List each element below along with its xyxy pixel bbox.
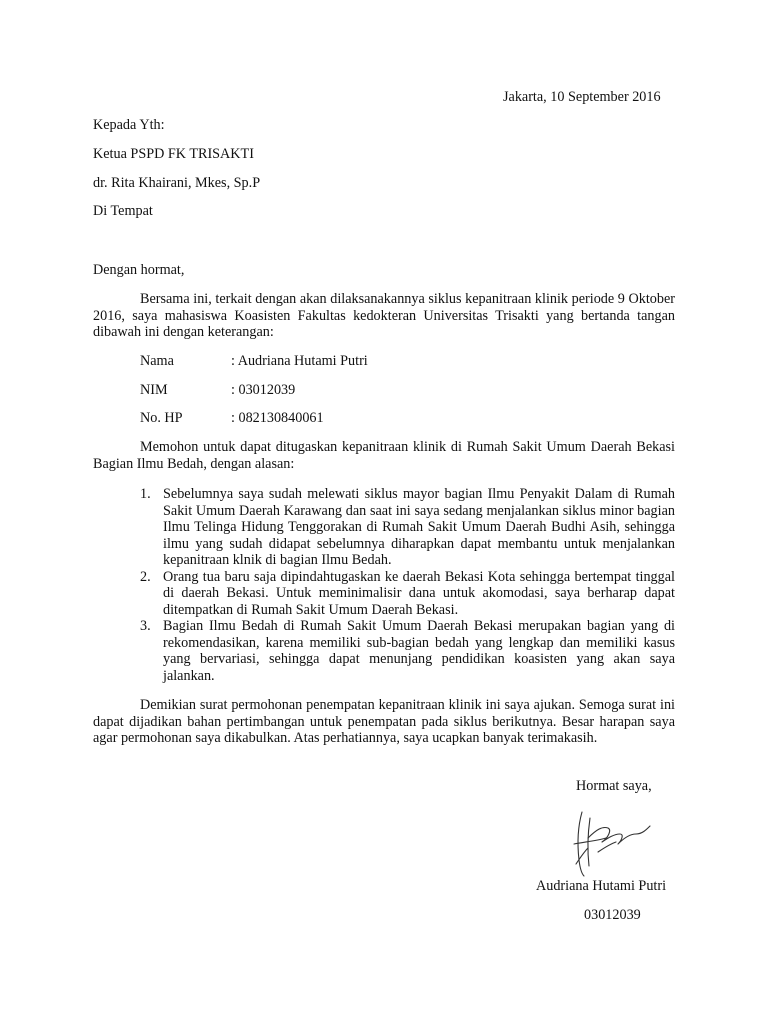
intro-paragraph: Bersama ini, terkait dengan akan dilaksanakannya siklus kepanitraan klinik periode 9 Oktober 2016, saya mahasiswa Koasisten Fakultas kedokteran Universitas Trisakti yang bertanda tangan dibawah ini dengan keterangan: [93, 291, 675, 340]
list-item [140, 569, 675, 619]
recipient-line-1: Ketua PSPD FK TRISAKTI [93, 146, 254, 162]
recipient-line-2: dr. Rita Khairani, Mkes, Sp.P [93, 175, 261, 191]
request-paragraph: Memohon untuk dapat ditugaskan kepanitraan klinik di Rumah Sakit Umum Daerah Bekasi Bagian Ilmu Bedah, dengan alasan: [93, 439, 675, 472]
sign-off: Hormat saya, [576, 778, 652, 794]
reasons-list [140, 486, 675, 684]
recipient-line-3: Di Tempat [93, 203, 153, 219]
closing-paragraph: Demikian surat permohonan penempatan kepanitraan klinik ini saya ajukan. Semoga surat ini dapat dijadikan bahan pertimbangan untuk penempatan pada siklus berikutnya. Besar harapan saya agar permohonan saya dikabulkan. Atas perhatiannya, saya ucapkan banyak terimakasih. [93, 697, 675, 746]
field-label: No. HP [140, 410, 183, 426]
signer-id: 03012039 [584, 907, 641, 923]
date-line: Jakarta, 10 September 2016 [503, 89, 661, 105]
list-text: Bagian Ilmu Bedah di Rumah Sakit Umum Daerah Bekasi merupakan bagian yang di rekomendasikan, karena memiliki sub-bagian bedah yang lengkap dan memiliki kasus yang bervariasi, sehingga dapat menunjang pendidikan koasisten yang akan saya jalankan. [163, 618, 675, 684]
field-label: NIM [140, 382, 168, 398]
signer-name: Audriana Hutami Putri [536, 878, 667, 894]
signature-icon [568, 808, 652, 878]
salutation: Dengan hormat, [93, 262, 185, 278]
field-value: : Audriana Hutami Putri [231, 353, 368, 369]
list-item [140, 618, 675, 684]
list-number: 1. [140, 486, 151, 502]
list-text: Sebelumnya saya sudah melewati siklus mayor bagian Ilmu Penyakit Dalam di Rumah Sakit Umum Daerah Karawang dan saat ini saya sedang menjalankan siklus minor bagian Ilmu Telinga Hidung Tenggorakan di Rumah Sakit Umum Daerah Budhi Asih, sehingga ilmu yang sudah didapat sebelumnya diharapkan dapat membantu untuk menjalankan kepanitraan klnik di bagian Ilmu Bedah. [163, 486, 675, 568]
list-number: 3. [140, 618, 151, 634]
field-value: : 082130840061 [231, 410, 324, 426]
list-number: 2. [140, 568, 151, 585]
list-text: Orang tua baru saja dipindahtugaskan ke daerah Bekasi Kota sehingga bertempat tinggal di daerah Bekasi. Untuk meminimalisir dana untuk akomodasi, saya berharap dapat ditempatkan di Rumah Sakit Umum Daerah Bekasi. [163, 568, 675, 618]
recipient-greeting: Kepada Yth: [93, 117, 165, 133]
field-label: Nama [140, 353, 174, 369]
list-item [140, 486, 675, 569]
field-value: : 03012039 [231, 382, 296, 398]
